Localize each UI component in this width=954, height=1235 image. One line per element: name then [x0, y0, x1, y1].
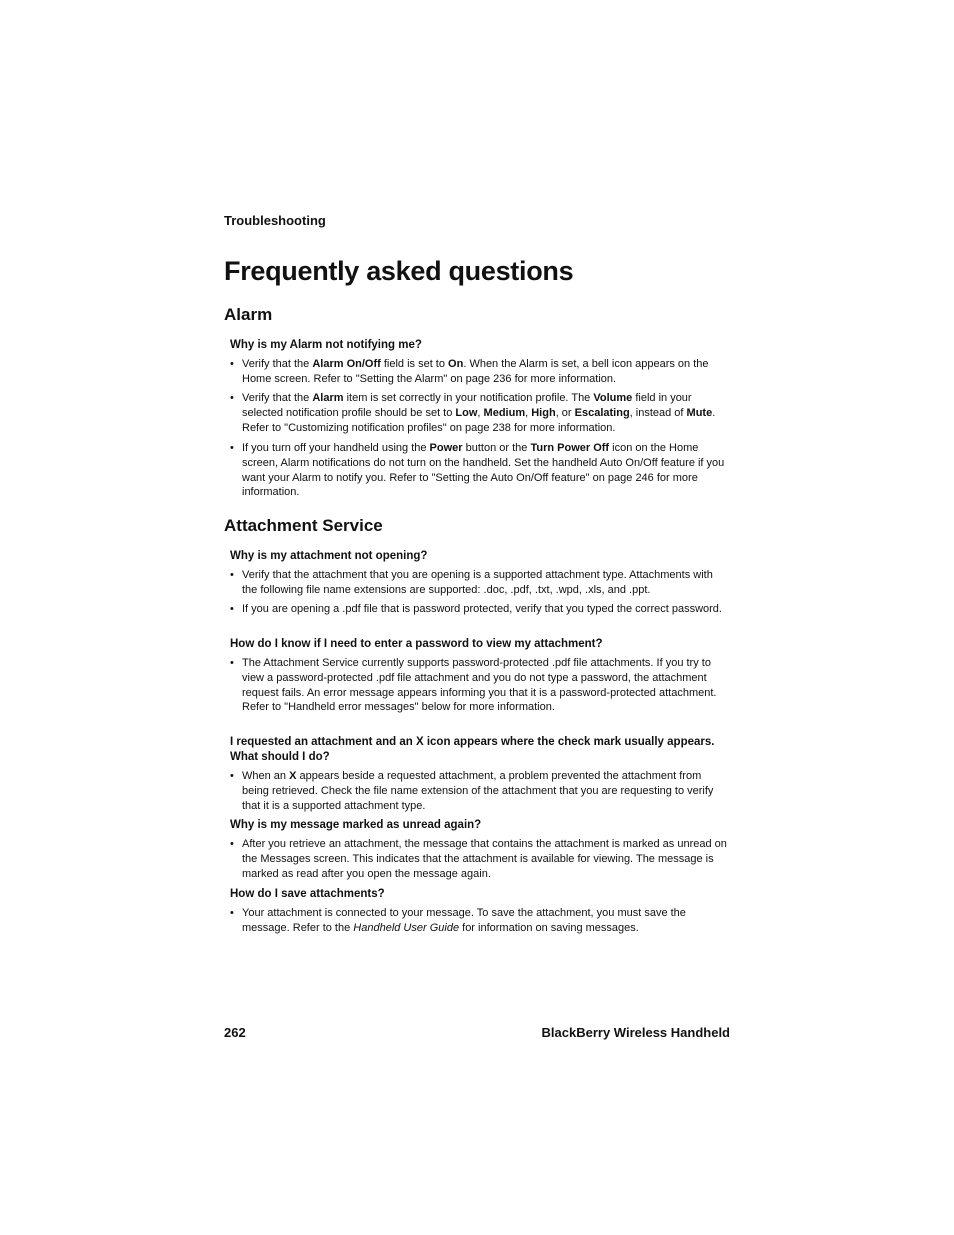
bullet-icon: • [230, 838, 234, 850]
question-alarm-not-notifying: Why is my Alarm not notifying me? [230, 339, 422, 351]
running-header: Troubleshooting [224, 213, 326, 228]
list-item [230, 906, 728, 936]
list-item [230, 391, 728, 435]
section-heading-alarm: Alarm [224, 305, 273, 324]
question-password-required: How do I know if I need to enter a password to view my attachment? [230, 638, 603, 650]
bullet-text: The Attachment Service currently supports password-protected .pdf file attachments. If you try to view a password-protected .pdf file attachment and you do not type a password, the attachment request fails. An error message appears informing you that it is a password-protected attachment. Refer to "Handheld error messages" below for more information. [242, 657, 717, 714]
bullet-text: Verify that the Alarm On/Off field is set to On. When the Alarm is set, a bell icon appears on the Home screen. Refer to "Setting the Alarm" on page 236 for more information. [242, 358, 709, 385]
bullet-text: Your attachment is connected to your message. To save the attachment, you must save the message. Refer to the Handheld User Guide for information on saving messages. [242, 907, 686, 934]
bullet-icon: • [230, 392, 234, 404]
bullet-text: If you are opening a .pdf file that is password protected, verify that you typed the correct password. [242, 603, 722, 615]
bullet-text: After you retrieve an attachment, the message that contains the attachment is marked as unread on the Messages screen. This indicates that the attachment is available for viewing. The message is marked as read after you open the message again. [242, 838, 727, 880]
bullet-icon: • [230, 358, 234, 370]
question-attachment-not-opening: Why is my attachment not opening? [230, 550, 428, 562]
list-item [230, 837, 728, 881]
list-item [230, 357, 728, 387]
list-item [230, 656, 728, 715]
list-item [230, 441, 728, 500]
page-number: 262 [224, 1025, 246, 1040]
question-x-icon: I requested an attachment and an X icon appears where the check mark usually appears. What should I do? [230, 736, 715, 763]
bullet-icon: • [230, 770, 234, 782]
footer-book-title: BlackBerry Wireless Handheld [541, 1025, 730, 1040]
bullet-text: Verify that the Alarm item is set correctly in your notification profile. The Volume field in your selected notification profile should be set to Low, Medium, High, or Escalating, instead of Mute. Refer to "Customizing notification profiles" on page 238 for more information. [242, 392, 716, 434]
bullet-icon: • [230, 569, 234, 581]
question-marked-unread: Why is my message marked as unread again? [230, 819, 482, 831]
list-item [230, 602, 728, 617]
bullet-text: Verify that the attachment that you are opening is a supported attachment type. Attachments with the following file name extensions are supported: .doc, .pdf, .txt, .wpd, .xls, and .ppt. [242, 569, 713, 596]
bullet-text: When an X appears beside a requested attachment, a problem prevented the attachment from being retrieved. Check the file name extension of the attachment that you are requesting to verify that it is a supported attachment type. [242, 770, 714, 812]
bullet-icon: • [230, 907, 234, 919]
bullet-icon: • [230, 657, 234, 669]
list-item [230, 769, 728, 813]
bullet-icon: • [230, 442, 234, 454]
list-item [230, 568, 728, 598]
page-title: Frequently asked questions [224, 256, 574, 286]
question-save-attachments: How do I save attachments? [230, 888, 385, 900]
bullet-icon: • [230, 603, 234, 615]
bullet-text: If you turn off your handheld using the Power button or the Turn Power Off icon on the Home screen, Alarm notifications do not turn on the handheld. Set the handheld Auto On/Off feature if you want your Alarm to notify you. Refer to "Setting the Auto On/Off feature" on page 246 for more information. [242, 442, 725, 499]
section-heading-attachment-service: Attachment Service [224, 516, 383, 535]
